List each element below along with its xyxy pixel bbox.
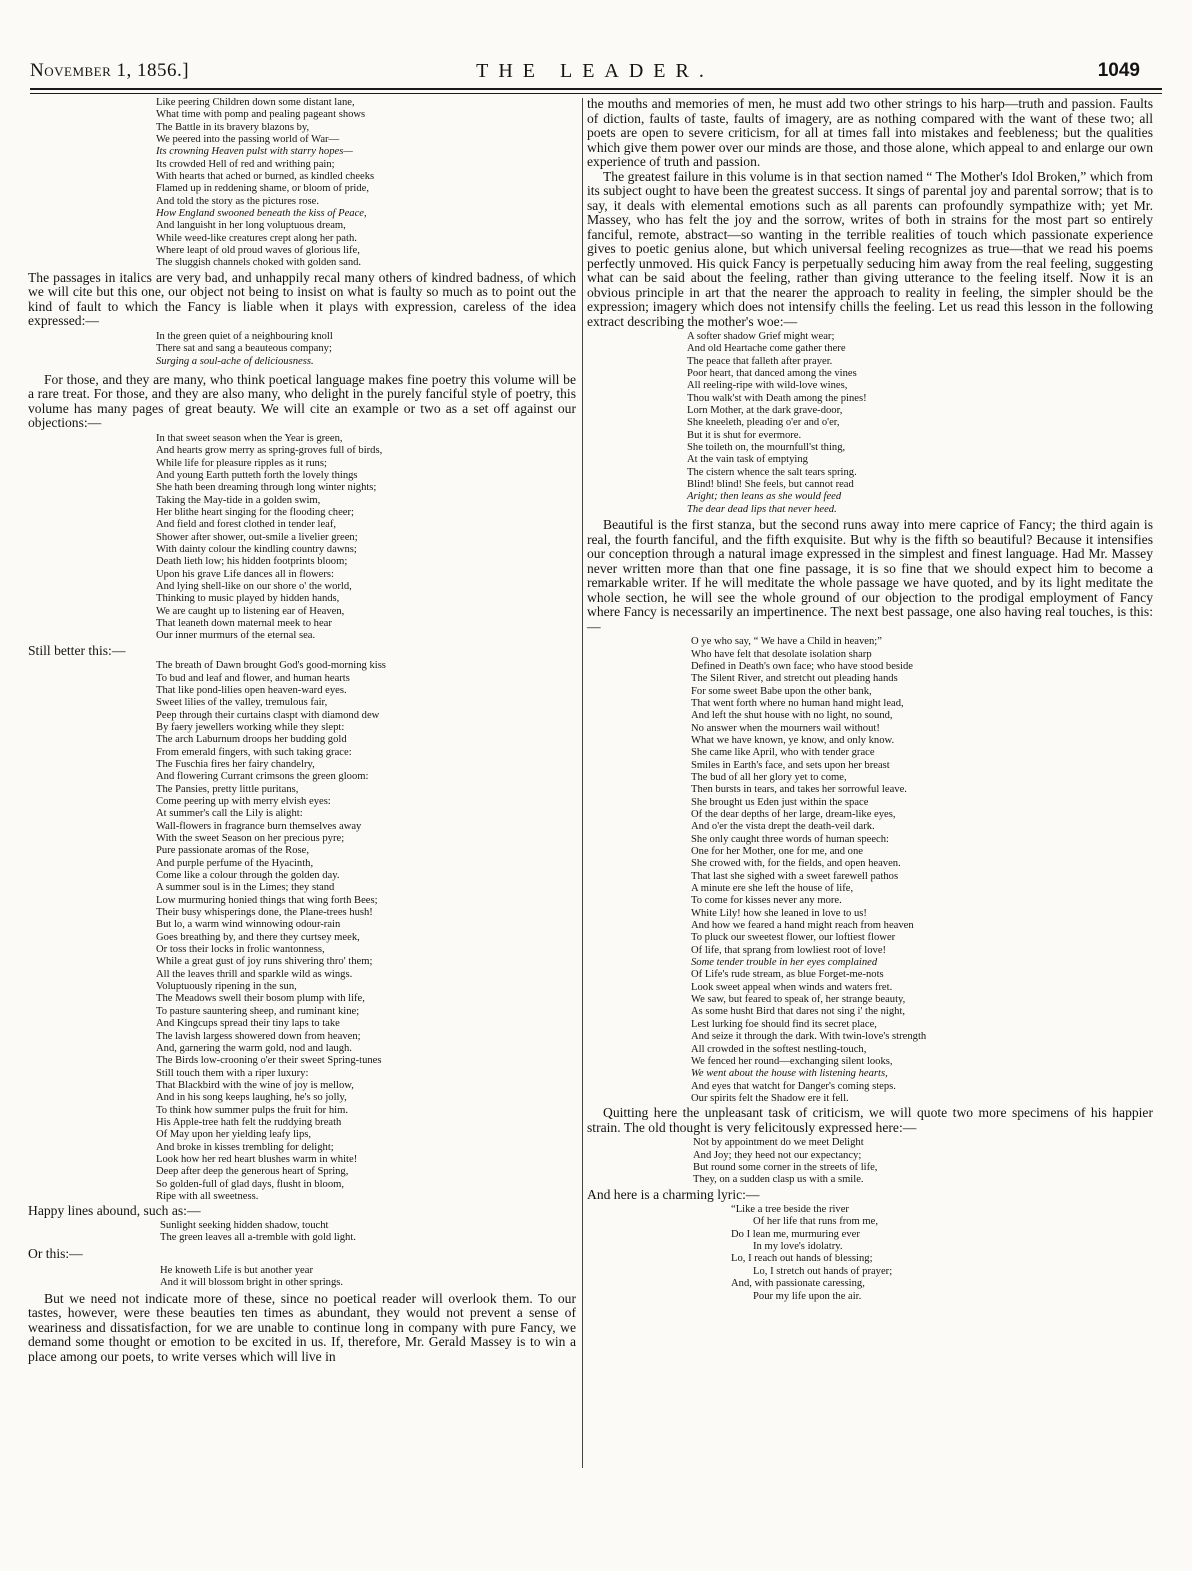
verse-line: In the green quiet of a neighbouring knoll bbox=[156, 330, 333, 342]
verse-line: We fenced her round—exchanging silent looks, bbox=[691, 1055, 893, 1067]
verse-line: Our spirits felt the Shadow ere it fell. bbox=[691, 1092, 849, 1104]
verse-line: Her blithe heart singing for the flooding cheer; bbox=[156, 506, 354, 518]
verse-line: To pasture sauntering sheep, and ruminant kine; bbox=[156, 1005, 360, 1017]
verse-line: The Fuschia fires her fairy chandelry, bbox=[156, 758, 315, 770]
newspaper-title: THE LEADER. bbox=[476, 60, 714, 82]
verse-line: Its crowded Hell of red and writhing pain; bbox=[156, 158, 335, 170]
verse-line: To pluck our sweetest flower, our loftiest flower bbox=[691, 932, 896, 944]
prose-paragraph: For those, and they are many, who think poetical language makes fine poetry this volume will be a rare treat. For those, and they are also many, who delight in the purely fanciful style of poetry, this volume has many pages of great beauty. We will cite an example or two as a set off against our objections:— bbox=[28, 371, 576, 431]
left-column bbox=[28, 97, 576, 1364]
verse-block bbox=[156, 660, 576, 1203]
verse-line: Of May upon her yielding leafy lips, bbox=[156, 1129, 312, 1141]
verse-line: Taking the May-tide in a golden swim, bbox=[156, 494, 321, 506]
verse-line: What time with pomp and pealing pageant shows bbox=[156, 109, 366, 121]
verse-line: To bud and leaf and flower, and human hearts bbox=[156, 672, 350, 684]
verse-line: The cistern whence the salt tears spring. bbox=[687, 466, 857, 478]
verse-line: Surging a soul-ache of deliciousness. bbox=[156, 355, 314, 367]
verse-line: In my love's idolatry. bbox=[753, 1241, 843, 1253]
right-column bbox=[587, 97, 1153, 1303]
verse-line: The sluggish channels choked with golden sand. bbox=[156, 257, 362, 269]
verse-line: The dear dead lips that never heed. bbox=[687, 503, 837, 515]
verse-line: But lo, a warm wind winnowing odour-rain bbox=[156, 919, 341, 931]
verse-line: All the leaves thrill and sparkle wild as wings. bbox=[156, 968, 353, 980]
verse-line: We saw, but feared to speak of, her strange beauty, bbox=[691, 994, 906, 1006]
verse-line: And young Earth putteth forth the lovely things bbox=[156, 469, 358, 481]
verse-line: He knoweth Life is but another year bbox=[160, 1265, 313, 1276]
verse-line: O ye who say, “ We have a Child in heaven;” bbox=[691, 636, 882, 648]
verse-line: How England swooned beneath the kiss of Peace, bbox=[156, 208, 367, 220]
verse-block bbox=[156, 331, 576, 368]
verse-line: And how we feared a hand might reach from heaven bbox=[691, 920, 914, 932]
verse-line: A softer shadow Grief might wear; bbox=[687, 331, 835, 342]
verse-line: But round some corner in the streets of life, bbox=[693, 1161, 878, 1173]
verse-line: And broke in kisses trembling for delight; bbox=[156, 1141, 334, 1153]
verse-line: Thou walk'st with Death among the pines! bbox=[687, 392, 867, 404]
verse-block bbox=[160, 1220, 576, 1245]
verse-line: Lo, I stretch out hands of prayer; bbox=[753, 1265, 893, 1277]
prose-paragraph: But we need not indicate more of these, since no poetical reader will overlook them. To our tastes, however, were these beauties ten times as abundant, they would not prevent a sense of weariness and dissatisfaction, for we are unable to continue long in company with pure Fancy, we demand some thought or emotion to be excited in us. If, therefore, Mr. Gerald Massey is to win a place among our poets, to write verses which will live in bbox=[28, 1290, 576, 1364]
verse-line: Pour my life upon the air. bbox=[753, 1290, 862, 1302]
verse-line: As some husht Bird that dares not sing i' the night, bbox=[691, 1006, 906, 1018]
verse-line: The Meadows swell their bosom plump with life, bbox=[156, 993, 365, 1005]
verse-line: They, on a sudden clasp us with a smile. bbox=[693, 1174, 864, 1186]
verse-line: She came like April, who with tender grace bbox=[691, 747, 875, 759]
verse-block bbox=[731, 1204, 1153, 1303]
verse-line: That leaneth down maternal meek to hear bbox=[156, 618, 332, 629]
verse-line: Goes breathing by, and there they curtsey meek, bbox=[156, 931, 360, 943]
verse-line: And Kingcups spread their tiny laps to take bbox=[156, 1018, 340, 1030]
verse-line: With dainty colour the kindling country dawns; bbox=[156, 543, 357, 555]
verse-line: Of life, that sprang from lowliest root of love! bbox=[691, 944, 887, 956]
verse-line: That went forth where no human hand might lead, bbox=[691, 697, 904, 709]
verse-line: One for her Mother, one for me, and one bbox=[691, 846, 863, 857]
verse-line: From emerald fingers, with such taking grace: bbox=[156, 746, 352, 758]
verse-line: Lest lurking foe should find its secret place, bbox=[691, 1018, 877, 1030]
verse-line: She crowed with, for the fields, and open heaven. bbox=[691, 858, 901, 870]
verse-line: While a great gust of joy runs shivering thro' them; bbox=[156, 956, 373, 968]
prose-paragraph: The passages in italics are very bad, and unhappily recal many others of kindred badness, of which we will cite but this one, our object not being to insist on what is faulty so much as to point out the kind of fault to which the Fancy is liable when it plays with expression, careless of the idea expressed:— bbox=[28, 269, 576, 329]
verse-line: And field and forest clothed in tender leaf, bbox=[156, 519, 337, 531]
verse-line: She toileth on, the mournfull'st thing, bbox=[687, 442, 846, 454]
verse-line: All crowded in the softest nestling-touch, bbox=[691, 1043, 867, 1055]
verse-line: And hearts grow merry as spring-groves full of birds, bbox=[156, 445, 383, 457]
verse-line: Like peering Children down some distant lane, bbox=[156, 97, 355, 108]
verse-line: She kneeleth, pleading o'er and o'er, bbox=[687, 417, 840, 429]
verse-line: The peace that falleth after prayer. bbox=[687, 355, 833, 367]
verse-line: Upon his grave Life dances all in flowers: bbox=[156, 568, 334, 580]
verse-line: And Joy; they heed not our expectancy; bbox=[693, 1149, 862, 1161]
prose-paragraph: Quitting here the unpleasant task of criticism, we will quote two more specimens of his happier strain. The old thought is very felicitously expressed here:— bbox=[587, 1105, 1153, 1135]
verse-line: At summer's call the Lily is alight: bbox=[156, 808, 303, 820]
verse-line: Not by appointment do we meet Delight bbox=[693, 1137, 864, 1149]
verse-line: A summer soul is in the Limes; they stand bbox=[156, 882, 335, 894]
verse-line: Its crowning Heaven pulst with starry hopes— bbox=[156, 146, 353, 158]
header-rule-thin bbox=[30, 93, 1162, 94]
verse-line: Death lieth low; his hidden footprints bloom; bbox=[156, 556, 348, 568]
verse-line: What we have known, ye know, and only know. bbox=[691, 734, 895, 746]
verse-line: And it will blossom bright in other springs. bbox=[160, 1277, 344, 1289]
prose-paragraph: Or this:— bbox=[28, 1245, 83, 1261]
verse-line: All reeling-ripe with wild-love wines, bbox=[687, 380, 848, 392]
verse-block bbox=[691, 636, 1153, 1105]
verse-line: That Blackbird with the wine of joy is mellow, bbox=[156, 1079, 354, 1091]
verse-line: Some tender trouble in her eyes complained bbox=[691, 957, 878, 969]
prose-paragraph: And here is a charming lyric:— bbox=[587, 1186, 760, 1202]
verse-line: Who have felt that desolate isolation sharp bbox=[691, 648, 872, 660]
verse-line: A minute ere she left the house of life, bbox=[691, 883, 854, 895]
verse-line: Of the dear depths of her large, dream-like eyes, bbox=[691, 808, 896, 820]
verse-line: And told the story as the pictures rose. bbox=[156, 195, 319, 207]
verse-line: Of Life's rude stream, as blue Forget-me-nots bbox=[691, 969, 884, 981]
page-number: 1049 bbox=[1097, 60, 1140, 81]
verse-line: Or toss their locks in frolic wantonness, bbox=[156, 944, 325, 956]
verse-line: For some sweet Babe upon the other bank, bbox=[691, 685, 872, 697]
verse-line: And flowering Currant crimsons the green gloom: bbox=[156, 771, 369, 783]
verse-block bbox=[156, 433, 576, 643]
verse-line: That last she sighed with a sweet farewell pathos bbox=[691, 870, 899, 882]
verse-line: Smiles in Earth's face, and sets upon her breast bbox=[691, 759, 890, 771]
verse-line: Come like a colour through the golden day. bbox=[156, 870, 340, 882]
verse-line: The Silent River, and stretcht out pleading hands bbox=[691, 673, 898, 685]
verse-line: And old Heartache come gather there bbox=[687, 343, 846, 355]
verse-line: Thinking to music played by hidden hands, bbox=[156, 593, 340, 605]
page-header bbox=[30, 60, 1160, 88]
verse-line: And in his song keeps laughing, he's so jolly, bbox=[156, 1092, 347, 1104]
verse-line: And seize it through the dark. With twin-love's strength bbox=[691, 1031, 927, 1043]
verse-line: Sweet lilies of the valley, tremulous fair, bbox=[156, 697, 328, 709]
column-divider bbox=[582, 98, 583, 1468]
verse-line: And, with passionate caressing, bbox=[731, 1278, 865, 1290]
verse-block bbox=[693, 1137, 1153, 1186]
verse-line: Flamed up in reddening shame, or bloom of pride, bbox=[156, 183, 370, 195]
verse-line: The arch Laburnum droops her budding gold bbox=[156, 734, 347, 746]
verse-line: We are caught up to listening ear of Heaven, bbox=[156, 605, 345, 617]
verse-line: She only caught three words of human speech: bbox=[691, 833, 889, 845]
verse-line: Then bursts in tears, and takes her sorrowful leave. bbox=[691, 784, 907, 796]
verse-line: Our inner murmurs of the eternal sea. bbox=[156, 630, 316, 642]
verse-line: Poor heart, that danced among the vines bbox=[687, 368, 857, 380]
verse-line: His Apple-tree hath felt the ruddying breath bbox=[156, 1116, 342, 1128]
prose-paragraph: Still better this:— bbox=[28, 642, 126, 658]
verse-line: Lorn Mother, at the dark grave-door, bbox=[687, 405, 843, 417]
prose-paragraph: Beautiful is the first stanza, but the second runs away into mere caprice of Fancy; the third again is real, the fourth fanciful, and the fifth exquisite. But why is the fifth so beautiful? Because it intensifies our conception through a natural image expressed in the simplest and finest language. Had Mr. Massey never written more than that one fine passage, it is so fine that we should expect him to become a remarkable writer. If he will meditate the whole passage we have quoted, and by its light meditate the whole section, he will see the whole ground of our objection to the prodigal employment of Fancy where Fancy is necessarily an impertinence. The next best passage, one also having real touches, is this:— bbox=[587, 517, 1153, 634]
verse-line: Wall-flowers in fragrance burn themselves away bbox=[156, 820, 362, 832]
verse-line: Low murmuring honied things that wing forth Bees; bbox=[156, 894, 378, 906]
prose-paragraph: Happy lines abound, such as:— bbox=[28, 1203, 201, 1219]
verse-line: Deep after deep the generous heart of Spring, bbox=[156, 1166, 349, 1178]
verse-line: We went about the house with listening hearts, bbox=[691, 1068, 888, 1080]
verse-line: So golden-full of glad days, flusht in bloom, bbox=[156, 1178, 345, 1190]
verse-block bbox=[160, 1265, 576, 1290]
verse-line: While weed-like creatures crept along her path. bbox=[156, 232, 357, 244]
verse-line: The lavish largess showered down from heaven; bbox=[156, 1030, 361, 1042]
verse-line: No answer when the mourners wail without! bbox=[691, 722, 880, 734]
verse-line: And purple perfume of the Hyacinth, bbox=[156, 857, 314, 869]
prose-paragraph: The greatest failure in this volume is in that section named “ The Mother's Idol Broken,” which from its subject ought to have been the greatest success. It sings of parental joy and parental sorrow; that is to say, it deals with elemental emotions such as all parents can profoundly sympathize with; yet Mr. Massey, who has felt the joy and the sorrow, writes of both in strains for the most part so entirely fanciful, remote, abstract—so wanting in the terrible realities of touch which passionate experience gives to poetic genius alone, but which universal feeling recognizes as true—that we read his poems perfectly unmoved. His quick Fancy is perpetually seducing him away from the real feeling, suggesting what can be said about the feeling, rather than giving utterance to the feeling itself. Now it is an obvious principle in art that the nearer the approach to reality in feeling, the simpler should be the expression; imagery which does not intensify chills the feeling. Let us read this lesson in the following extract describing the mother's woe:— bbox=[587, 168, 1153, 329]
verse-line: There sat and sang a beauteous company; bbox=[156, 343, 332, 355]
verse-line: And o'er the vista drept the death-veil dark. bbox=[691, 821, 875, 833]
header-rule-thick bbox=[30, 88, 1162, 90]
verse-line: And left the shut house with no light, no sound, bbox=[691, 710, 893, 722]
prose-paragraph: the mouths and memories of men, he must add two other strings to his harp—truth and passion. Faults of diction, faults of taste, faults of imagery, are as nothing compared with the want of these two; all poets are open to severe criticism, for all at times fall into mistakes and feebleness; but the qualities which give them power over our minds are those, and those alone, which appeal to and enlarge our own experience of truth and passion. bbox=[587, 96, 1153, 169]
verse-line: At the vain task of emptying bbox=[687, 454, 808, 466]
verse-line: Look sweet appeal when winds and waters fret. bbox=[691, 981, 893, 993]
verse-line: The Battle in its bravery blazons by, bbox=[156, 121, 310, 133]
verse-line: To come for kisses never any more. bbox=[691, 895, 842, 907]
verse-line: Defined in Death's own face; who have stood beside bbox=[691, 660, 913, 672]
verse-line: The bud of all her glory yet to come, bbox=[691, 771, 847, 783]
verse-line: Their busy whisperings done, the Plane-trees hush! bbox=[156, 907, 373, 919]
verse-line: Voluptuously ripening in the sun, bbox=[156, 981, 297, 993]
verse-line: The breath of Dawn brought God's good-morning kiss bbox=[156, 660, 386, 672]
verse-line: White Lily! how she leaned in love to us! bbox=[691, 907, 867, 919]
verse-line: Ripe with all sweetness. bbox=[156, 1190, 259, 1202]
verse-line: With the sweet Season on her precious pyre; bbox=[156, 833, 345, 844]
verse-line: Sunlight seeking hidden shadow, toucht bbox=[160, 1219, 329, 1231]
verse-line: But it is shut for evermore. bbox=[687, 429, 802, 441]
verse-line: To think how summer pulps the fruit for him. bbox=[156, 1104, 348, 1116]
verse-line: The Pansies, pretty little puritans, bbox=[156, 783, 299, 795]
verse-line: In that sweet season when the Year is green, bbox=[156, 432, 343, 444]
verse-line: Where leapt of old proud waves of glorious life, bbox=[156, 245, 360, 257]
verse-block bbox=[687, 331, 1153, 516]
verse-line: Aright; then leans as she would feed bbox=[687, 491, 842, 503]
verse-block bbox=[156, 97, 576, 270]
verse-line: Pure passionate aromas of the Rose, bbox=[156, 845, 309, 857]
verse-line: The green leaves all a-tremble with gold light. bbox=[160, 1232, 356, 1244]
verse-line: She hath been dreaming through long winter nights; bbox=[156, 482, 377, 494]
verse-line: She brought us Eden just within the space bbox=[691, 796, 869, 808]
verse-line: We peered into the passing world of War— bbox=[156, 134, 340, 146]
verse-line: While life for pleasure ripples as it runs; bbox=[156, 457, 327, 469]
verse-line: By faery jewellers working while they slept: bbox=[156, 721, 345, 733]
verse-line: Of her life that runs from me, bbox=[753, 1216, 879, 1228]
verse-line: Peep through their curtains claspt with diamond dew bbox=[156, 709, 380, 721]
verse-line: Look how her red heart blushes warm in white! bbox=[156, 1153, 358, 1165]
verse-line: Blind! blind! She feels, but cannot read bbox=[687, 479, 854, 491]
verse-line: With hearts that ached or burned, as kindled cheeks bbox=[156, 171, 375, 183]
verse-line: And lying shell-like on our shore o' the world, bbox=[156, 580, 352, 592]
verse-line: That like pond-lilies open heaven-ward eyes. bbox=[156, 684, 347, 696]
verse-line: And languisht in her long voluptuous dream, bbox=[156, 220, 346, 232]
verse-line: “Like a tree beside the river bbox=[731, 1204, 849, 1216]
issue-date: November 1, 1856.] bbox=[30, 60, 190, 81]
verse-line: The Birds low-crooning o'er their sweet Spring-tunes bbox=[156, 1055, 382, 1067]
verse-line: Do I lean me, murmuring ever bbox=[731, 1228, 860, 1240]
verse-line: And eyes that watcht for Danger's coming steps. bbox=[691, 1080, 896, 1092]
verse-line: And, garnering the warm gold, nod and laugh. bbox=[156, 1042, 352, 1054]
verse-line: Come peering up with merry elvish eyes: bbox=[156, 795, 331, 807]
verse-line: Still touch them with a riper luxury: bbox=[156, 1067, 309, 1079]
verse-line: Lo, I reach out hands of blessing; bbox=[731, 1253, 873, 1265]
verse-line: Shower after shower, out-smile a livelier green; bbox=[156, 531, 358, 543]
